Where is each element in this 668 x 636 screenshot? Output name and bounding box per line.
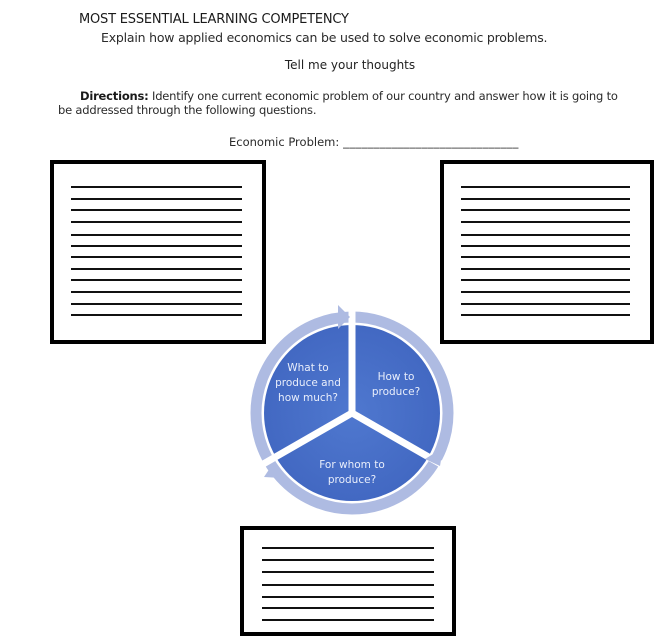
segment-whom-line: produce? <box>327 474 377 486</box>
segment-how-line: produce? <box>371 386 421 398</box>
directions-text: Identify one current economic problem of our country and answer how it is going to <box>148 89 618 103</box>
segment-whom-line: For whom to <box>319 459 385 471</box>
segment-how-label <box>360 370 432 400</box>
directions-line-2: be addressed through the following questions. <box>58 103 317 117</box>
competency-text: Explain how applied economics can be used to solve economic problems. <box>101 30 548 45</box>
segment-what-line: how much? <box>278 392 338 404</box>
segment-how-line: How to <box>377 371 415 383</box>
economic-problem-blank[interactable]: _____________________________ <box>339 135 519 149</box>
segment-what-line: produce and <box>275 377 341 389</box>
segment-whom-label <box>305 458 399 488</box>
directions-label: Directions: <box>80 89 149 103</box>
segment-what-label <box>266 361 350 406</box>
economic-problem-label: Economic Problem: <box>229 135 340 149</box>
competency-heading: MOST ESSENTIAL LEARNING COMPETENCY <box>79 12 349 27</box>
prompt-title: Tell me your thoughts <box>284 58 416 72</box>
segment-what-line: What to <box>287 362 329 374</box>
